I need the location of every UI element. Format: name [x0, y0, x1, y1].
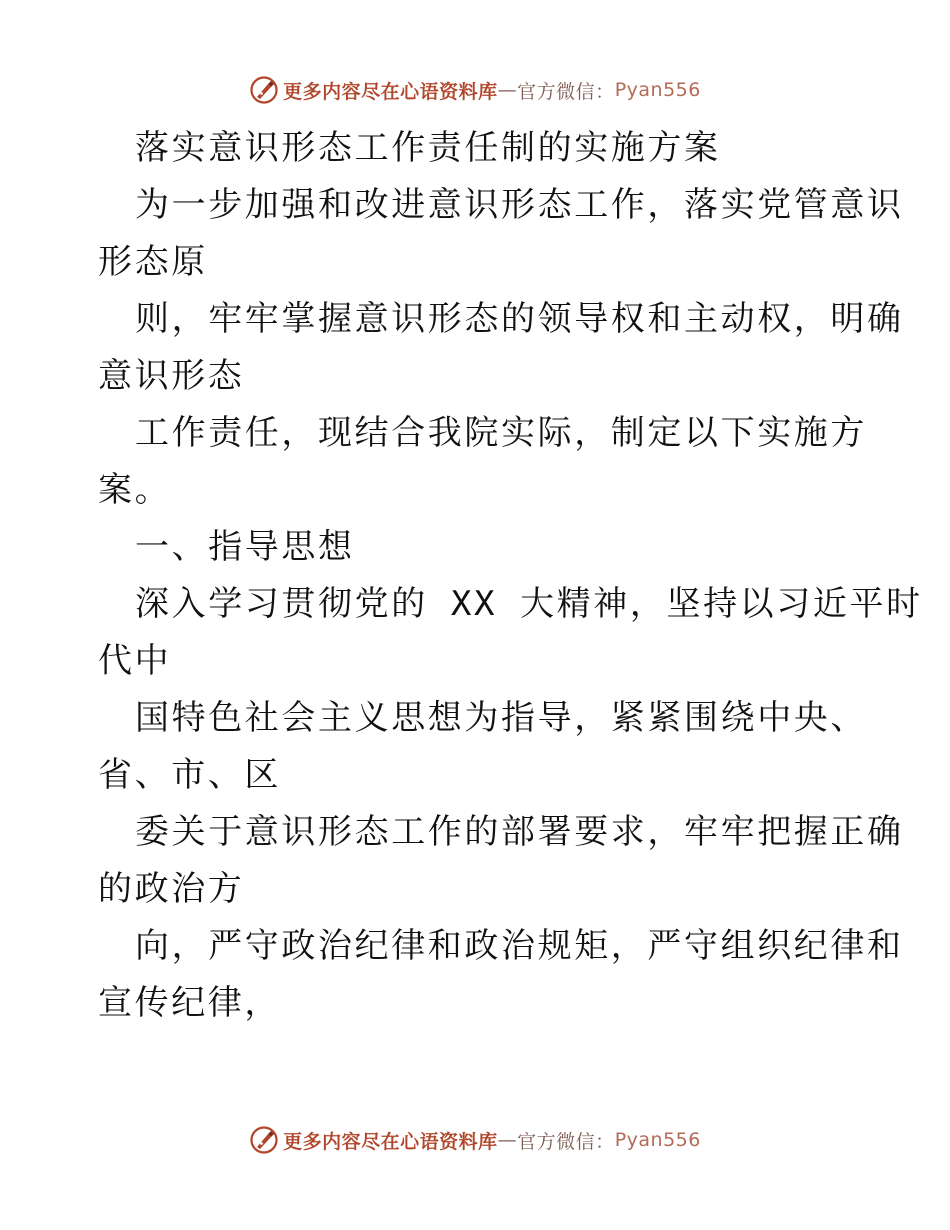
document-line: 委关于意识形态工作的部署要求，牢牢把握正确 — [135, 812, 904, 852]
watermark-wechat-id: Pyan556 — [614, 79, 701, 101]
document-line: 深入学习贯彻党的 XX 大精神，坚持以习近平时 — [135, 584, 923, 624]
document-line: 形态原 — [98, 242, 208, 282]
document-line: 的政治方 — [98, 869, 245, 909]
document-body — [98, 120, 923, 1032]
pen-nib-logo-icon — [249, 1125, 279, 1155]
document-line: 省、市、区 — [98, 755, 281, 795]
watermark-separator: — — [497, 1129, 518, 1151]
document-line: 则，牢牢掌握意识形态的领导权和主动权，明确 — [135, 299, 904, 339]
document-line: 为一步加强和改进意识形态工作，落实党管意识 — [135, 185, 904, 225]
document-line: 意识形态 — [98, 356, 245, 396]
watermark-separator: — — [497, 79, 518, 101]
document-line: 国特色社会主义思想为指导，紧紧围绕中央、 — [135, 698, 867, 738]
pen-nib-logo-icon — [249, 75, 279, 105]
document-line: 案。 — [98, 470, 172, 510]
document-line: 一、指导思想 — [135, 527, 355, 567]
document-line: 工作责任，现结合我院实际，制定以下实施方 — [135, 413, 867, 453]
document-line: 落实意识形态工作责任制的实施方案 — [135, 128, 721, 168]
watermark-title: 更多内容尽在心语资料库 — [283, 1130, 498, 1153]
watermark-wechat-label: 官方微信： — [517, 80, 615, 103]
watermark-wechat-id: Pyan556 — [614, 1129, 701, 1151]
watermark-title: 更多内容尽在心语资料库 — [283, 80, 498, 103]
document-line: 向，严守政治纪律和政治规矩，严守组织纪律和 — [135, 926, 904, 966]
header-watermark — [0, 72, 950, 108]
document-line: 代中 — [98, 641, 172, 681]
footer-watermark — [0, 1122, 950, 1158]
watermark-wechat-label: 官方微信： — [517, 1130, 615, 1153]
document-line: 宣传纪律， — [98, 983, 281, 1023]
